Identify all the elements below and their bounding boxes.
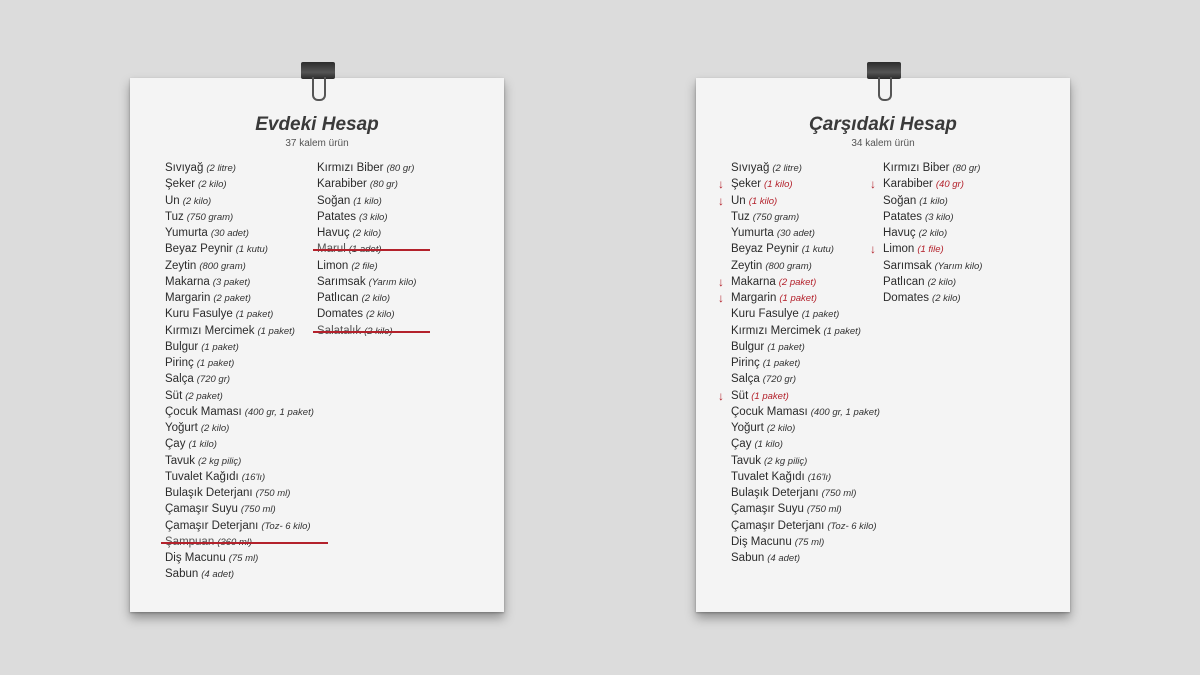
item-name: Tavuk — [165, 454, 196, 467]
item-name: Sıvıyağ — [731, 162, 770, 174]
item-name: Havuç — [317, 227, 350, 239]
item-quantity: (750 gram) — [186, 211, 234, 223]
down-arrow-icon: ↓ — [718, 177, 724, 192]
item-name: Karabiber — [317, 178, 367, 191]
item-name: Makarna — [165, 275, 210, 288]
list-item — [718, 274, 880, 290]
item-quantity: (80 gr) — [952, 163, 981, 174]
item-quantity: (2 litre) — [206, 163, 236, 174]
list-item — [718, 176, 880, 192]
item-quantity: (720 gr) — [196, 374, 231, 386]
strikethrough-line — [161, 542, 328, 544]
item-quantity: (1 paket) — [767, 341, 805, 353]
item-quantity: (750 ml) — [821, 488, 857, 499]
item-quantity: (Yarım kilo) — [934, 260, 983, 272]
item-name: Beyaz Peynir — [731, 243, 799, 256]
item-quantity: (1 kilo) — [748, 195, 778, 207]
list-item — [165, 355, 314, 371]
list-item — [731, 209, 880, 225]
item-quantity: (1 paket) — [235, 309, 274, 321]
list-item — [731, 241, 880, 257]
item-quantity: (2 kilo) — [366, 309, 395, 321]
list-item — [731, 485, 880, 501]
item-name: Margarin — [731, 292, 777, 304]
item-quantity: (750 ml) — [240, 504, 276, 516]
evdeki-hesap-sheet — [130, 78, 504, 612]
item-quantity: (1 paket) — [751, 390, 789, 402]
item-name: Soğan — [883, 194, 917, 207]
item-quantity: (75 ml) — [794, 536, 825, 548]
item-quantity: (1 paket) — [762, 358, 801, 369]
item-quantity: (Toz- 6 kilo) — [827, 520, 877, 532]
list-item — [731, 404, 880, 420]
item-quantity: (1 kilo) — [754, 439, 783, 451]
item-quantity: (80 gr) — [386, 163, 415, 174]
item-quantity: (2 paket) — [213, 293, 251, 304]
item-name: Limon — [317, 259, 349, 272]
item-quantity: (40 gr) — [935, 179, 964, 191]
list-item — [165, 371, 314, 387]
list-item — [731, 225, 880, 241]
item-quantity: (Yarım kilo) — [368, 276, 417, 288]
item-quantity: (4 adet) — [201, 569, 235, 581]
list-item — [883, 160, 982, 176]
list-item — [165, 176, 314, 192]
list-item — [883, 290, 982, 306]
list-item — [317, 193, 416, 209]
item-name: Un — [731, 194, 746, 207]
item-name: Margarin — [165, 292, 211, 304]
item-name: Kırmızı Biber — [317, 162, 384, 174]
sheet-title: Evdeki Hesap — [255, 114, 379, 135]
list-item — [731, 323, 880, 339]
item-name: Soğan — [317, 194, 351, 207]
item-quantity: (3 kilo) — [925, 211, 954, 223]
item-quantity: (1 kilo) — [919, 195, 948, 207]
item-name: Tuvalet Kağıdı — [165, 470, 239, 483]
item-quantity: (750 ml) — [255, 488, 291, 499]
list-item — [165, 566, 314, 582]
item-quantity: (1 file) — [917, 244, 944, 256]
list-item — [165, 501, 314, 517]
item-quantity: (1 paket) — [257, 325, 295, 337]
item-quantity: (1 kutu) — [801, 244, 834, 256]
item-quantity: (750 ml) — [806, 504, 842, 516]
list-item — [165, 241, 314, 257]
list-item — [883, 209, 982, 225]
item-quantity: (Toz- 6 kilo) — [261, 520, 311, 532]
item-quantity: (2 file) — [351, 260, 378, 272]
item-quantity: (1 kilo) — [353, 195, 382, 207]
list-item — [165, 518, 314, 534]
item-name: Diş Macunu — [731, 535, 792, 548]
item-quantity: (30 adet) — [776, 228, 815, 239]
item-name: Yumurta — [165, 227, 208, 239]
item-name: Diş Macunu — [165, 552, 226, 564]
item-quantity: (2 kilo) — [927, 276, 957, 288]
list-item — [317, 225, 416, 241]
item-name: Salça — [731, 373, 760, 386]
item-name: Pirinç — [731, 357, 760, 369]
list-item — [731, 469, 880, 485]
list-item — [165, 534, 314, 550]
list-item — [317, 160, 416, 176]
item-name: Kırmızı Mercimek — [165, 324, 255, 337]
list-item — [165, 274, 314, 290]
item-quantity: (3 paket) — [212, 276, 251, 288]
item-name: Çamaşır Suyu — [731, 503, 804, 516]
list-item — [870, 176, 982, 192]
item-quantity: (80 gr) — [369, 179, 398, 191]
item-name: Beyaz Peynir — [165, 243, 233, 256]
item-quantity: (75 ml) — [228, 553, 259, 564]
list-item — [883, 274, 982, 290]
item-name: Çamaşır Deterjanı — [731, 519, 825, 532]
down-arrow-icon: ↓ — [870, 242, 876, 257]
down-arrow-icon: ↓ — [718, 193, 724, 208]
item-quantity: (2 kilo) — [361, 293, 391, 304]
list-item — [165, 436, 314, 452]
list-item — [165, 404, 314, 420]
item-quantity: (720 gr) — [762, 374, 797, 386]
item-name: Yumurta — [731, 227, 774, 239]
item-name: Bulgur — [165, 340, 199, 353]
down-arrow-icon: ↓ — [718, 291, 724, 305]
list-item — [731, 453, 880, 469]
item-name: Şeker — [731, 178, 762, 191]
item-quantity: (1 paket) — [201, 341, 239, 353]
item-name: Havuç — [883, 227, 916, 239]
item-name: Çocuk Maması — [731, 405, 808, 418]
item-quantity: (16'lı) — [241, 471, 266, 483]
list-column-1 — [718, 160, 880, 566]
list-item — [165, 290, 314, 306]
item-name: Patates — [317, 210, 356, 223]
list-item — [165, 420, 314, 436]
list-column-1 — [165, 160, 314, 583]
list-item — [165, 550, 314, 566]
item-quantity: (2 kilo) — [932, 293, 961, 304]
list-item — [165, 469, 314, 485]
item-quantity: (1 kilo) — [764, 179, 793, 191]
list-item — [731, 306, 880, 322]
item-quantity: (800 gram) — [199, 260, 246, 272]
item-quantity: (4 adet) — [767, 553, 801, 564]
item-quantity: (2 kilo) — [766, 423, 796, 434]
item-quantity: (1 paket) — [196, 358, 235, 369]
item-quantity: (30 adet) — [210, 228, 249, 239]
list-item — [883, 193, 982, 209]
item-quantity: (750 gram) — [752, 211, 800, 223]
list-column-2 — [870, 160, 983, 306]
item-quantity: (1 paket) — [823, 325, 861, 337]
item-name: Tuvalet Kağıdı — [731, 470, 805, 483]
item-quantity: (1 paket) — [779, 293, 817, 304]
list-item — [165, 209, 314, 225]
list-item — [317, 306, 416, 322]
list-item — [165, 485, 314, 501]
list-item — [718, 290, 880, 306]
item-name: Pirinç — [165, 357, 194, 369]
item-name: Bulaşık Deterjanı — [165, 487, 253, 499]
strikethrough-line — [313, 331, 430, 333]
list-item — [731, 355, 880, 371]
list-item — [165, 323, 314, 339]
list-item — [317, 323, 416, 339]
list-item — [165, 193, 314, 209]
list-item — [731, 420, 880, 436]
item-quantity: (2 litre) — [772, 163, 802, 174]
item-name: Kuru Fasulye — [731, 308, 799, 321]
list-item — [731, 371, 880, 387]
item-quantity: (2 kg piliç) — [198, 455, 242, 467]
item-name: Çamaşır Deterjanı — [165, 519, 259, 532]
list-item — [317, 274, 416, 290]
down-arrow-icon: ↓ — [870, 177, 876, 192]
list-item — [731, 436, 880, 452]
list-item — [317, 258, 416, 274]
item-name: Zeytin — [165, 259, 197, 272]
item-name: Çay — [165, 438, 186, 451]
item-name: Bulgur — [731, 340, 765, 353]
list-item — [317, 241, 416, 257]
binder-clip-icon — [867, 62, 901, 106]
item-quantity: (2 kilo) — [918, 228, 948, 239]
list-item — [165, 160, 314, 176]
item-name: Çay — [731, 438, 752, 451]
item-name: Tuz — [165, 210, 184, 223]
list-item — [870, 241, 982, 257]
item-name: Çamaşır Suyu — [165, 503, 238, 516]
list-item — [731, 258, 880, 274]
item-name: Sıvıyağ — [165, 162, 204, 174]
item-name: Domates — [883, 292, 930, 304]
list-item — [883, 225, 982, 241]
list-item — [317, 290, 416, 306]
binder-clip-icon — [301, 62, 335, 106]
list-item — [718, 193, 880, 209]
list-item — [883, 258, 982, 274]
item-quantity: (2 kg piliç) — [764, 455, 808, 467]
item-name: Kırmızı Mercimek — [731, 324, 821, 337]
item-name: Şeker — [165, 178, 196, 191]
item-quantity: (2 paket) — [778, 276, 817, 288]
list-item — [731, 518, 880, 534]
item-name: Limon — [883, 243, 915, 256]
list-item — [731, 534, 880, 550]
item-name: Karabiber — [883, 178, 933, 191]
item-count: 37 kalem ürün — [285, 138, 349, 149]
item-name: Çocuk Maması — [165, 405, 242, 418]
item-name: Makarna — [731, 275, 776, 288]
list-item — [165, 388, 314, 404]
item-name: Patlıcan — [883, 275, 925, 288]
item-quantity: (400 gr, 1 paket) — [244, 406, 314, 418]
item-name: Tuz — [731, 210, 750, 223]
sheet-title: Çarşıdaki Hesap — [809, 114, 957, 135]
item-name: Patlıcan — [317, 292, 359, 304]
item-quantity: (2 kilo) — [200, 423, 230, 434]
item-quantity: (2 kilo) — [352, 228, 382, 239]
item-name: Yoğurt — [165, 422, 198, 434]
down-arrow-icon: ↓ — [718, 274, 724, 289]
item-name: Sabun — [165, 568, 199, 581]
item-quantity: (1 paket) — [801, 309, 840, 321]
item-name: Sarımsak — [317, 275, 366, 288]
list-item — [165, 258, 314, 274]
item-name: Yoğurt — [731, 422, 764, 434]
strikethrough-line — [313, 249, 430, 251]
item-quantity: (1 kutu) — [235, 244, 268, 256]
item-name: Süt — [165, 389, 183, 402]
carsidaki-hesap-sheet — [696, 78, 1070, 612]
item-quantity: (400 gr, 1 paket) — [810, 406, 880, 418]
item-name: Patates — [883, 210, 922, 223]
item-name: Kuru Fasulye — [165, 308, 233, 321]
item-quantity: (800 gram) — [765, 260, 812, 272]
list-item — [718, 388, 880, 404]
item-quantity: (2 paket) — [185, 390, 223, 402]
item-name: Süt — [731, 389, 749, 402]
item-name: Domates — [317, 308, 364, 321]
list-item — [317, 209, 416, 225]
item-quantity: (2 kilo) — [182, 195, 212, 207]
list-item — [165, 339, 314, 355]
item-count: 34 kalem ürün — [851, 138, 915, 149]
item-name: Kırmızı Biber — [883, 162, 950, 174]
down-arrow-icon: ↓ — [718, 388, 724, 403]
item-name: Salça — [165, 373, 194, 386]
list-item — [165, 225, 314, 241]
list-item — [317, 176, 416, 192]
list-item — [165, 306, 314, 322]
list-item — [731, 550, 880, 566]
item-quantity: (1 kilo) — [188, 439, 217, 451]
item-name: Bulaşık Deterjanı — [731, 487, 819, 499]
item-quantity: (2 kilo) — [198, 179, 227, 191]
list-item — [731, 501, 880, 517]
item-quantity: (16'lı) — [807, 471, 832, 483]
list-item — [731, 160, 880, 176]
list-item — [731, 339, 880, 355]
item-name: Tavuk — [731, 454, 762, 467]
list-column-2 — [317, 160, 416, 339]
item-name: Un — [165, 194, 180, 207]
list-item — [165, 453, 314, 469]
item-name: Sabun — [731, 552, 765, 564]
item-name: Zeytin — [731, 259, 763, 272]
item-name: Sarımsak — [883, 259, 932, 272]
item-quantity: (3 kilo) — [359, 211, 388, 223]
